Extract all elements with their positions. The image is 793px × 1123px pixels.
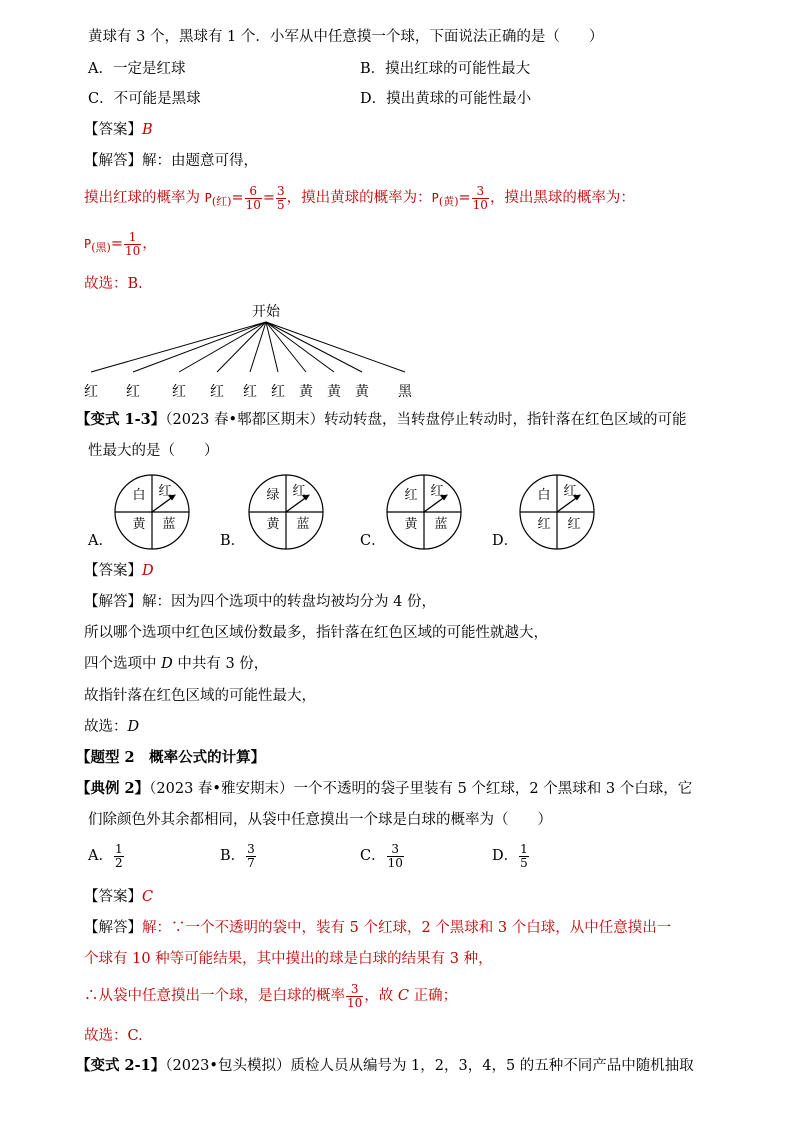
spinner-sector-label: 红 bbox=[567, 517, 581, 532]
answer-line bbox=[84, 120, 153, 140]
spinner-sector-label: 黄 bbox=[132, 517, 146, 532]
answer-value: C bbox=[142, 889, 154, 905]
solution-lead: 解：由题意可得， bbox=[142, 153, 258, 169]
answer-value: D bbox=[142, 563, 154, 579]
tree-branch bbox=[266, 322, 405, 372]
option-fraction: $\frac{1}{5}$ bbox=[520, 841, 528, 870]
solution-text: 解：因为四个选项中的转盘均被均分为 4 份， bbox=[142, 594, 436, 610]
conclusion: 故选：B. bbox=[84, 276, 143, 292]
solution-text-4: 故指针落在红色区域的可能性最大， bbox=[84, 688, 316, 704]
variant-2-1-tag: 【变式 2-1】 bbox=[76, 1057, 166, 1074]
spinner-sector-label: 红 bbox=[563, 484, 577, 499]
option bbox=[88, 840, 125, 872]
spinner-sector-label: 黄 bbox=[266, 517, 280, 532]
tree-branch bbox=[91, 322, 266, 372]
p-black-fraction: $\frac{1}{10}$ bbox=[124, 229, 141, 258]
answer-tag: 【答案】 bbox=[84, 889, 142, 905]
p-black-sub: (黑) bbox=[91, 241, 111, 254]
solution-line-1-3 bbox=[84, 592, 436, 612]
answer-tag: 【答案】 bbox=[84, 563, 142, 579]
option-label: A． bbox=[88, 848, 113, 864]
p-black-text: ，摸出黑球的概率为： bbox=[489, 190, 635, 206]
option bbox=[492, 840, 530, 872]
tree-leaf: 红 bbox=[271, 384, 285, 400]
option-a: A．一定是红球 bbox=[88, 61, 186, 77]
spinner-option-label: C． bbox=[360, 533, 386, 549]
solution-tag: 【解答】 bbox=[84, 920, 142, 936]
p-black-line: $P_{(黑)}=$ $\frac{1}{10}$ ， bbox=[84, 229, 157, 258]
spinner bbox=[518, 473, 596, 551]
spinner-sector-label: 蓝 bbox=[434, 517, 448, 532]
variant-1-3-tag: 【变式 1-3】 bbox=[76, 411, 166, 428]
p-red-sub: (红) bbox=[211, 195, 232, 208]
option bbox=[220, 840, 257, 872]
p-red-text: 摸出红球的概率为 bbox=[84, 190, 200, 206]
p-red-fraction-1: $\frac{6}{10}$ bbox=[245, 183, 261, 212]
spinner-option-label: B． bbox=[220, 533, 246, 549]
option-fraction: $\frac{1}{2}$ bbox=[114, 841, 123, 870]
spinner bbox=[113, 473, 191, 551]
spinner-sector-label: 蓝 bbox=[162, 517, 176, 532]
tree-leaf: 红 bbox=[172, 384, 186, 400]
question-stem: 黄球有 3 个，黑球有 1 个．小军从中任意摸一个球，下面说法正确的是（ ） bbox=[88, 29, 604, 45]
example-2-stem: 一个不透明的袋子里装有 5 个红球，2 个黑球和 3 个白球，它 bbox=[293, 781, 693, 797]
spinner-sector-label: 红 bbox=[537, 517, 551, 532]
tree-leaf: 黄 bbox=[355, 384, 369, 400]
option-label: C． bbox=[360, 848, 386, 864]
solution-text-3: 四个选项中 D 中共有 3 份， bbox=[84, 656, 269, 672]
option bbox=[360, 840, 405, 872]
tree-branch bbox=[179, 322, 266, 372]
solution-text-2: 个球有 10 种等可能结果，其中摸出的球是白球的结果有 3 种， bbox=[84, 951, 493, 967]
spinner-sector-label: 白 bbox=[132, 488, 146, 503]
example-2-line1 bbox=[76, 779, 692, 799]
example-2-tag: 【典例 2】 bbox=[76, 780, 150, 797]
probability-line: 摸出红球的概率为 $P_{(红)}=$ $\frac{6}{10}$ = $\frac{3}{5}$ ，摸出黄球的概率为：$P_{(黄)}=$ $\frac{3}{10}$ ，摸出黑球的概率为： bbox=[84, 183, 635, 212]
solution-line bbox=[84, 151, 258, 171]
white-ball-fraction: $\frac{3}{10}$ bbox=[347, 981, 363, 1010]
option-c: C．不可能是黑球 bbox=[88, 91, 201, 107]
solution-line-2 bbox=[84, 918, 671, 938]
tree-root: 开始 bbox=[252, 304, 280, 320]
option-d: D．摸出黄球的可能性最小 bbox=[360, 91, 532, 107]
variant-2-1-line bbox=[76, 1056, 694, 1076]
solution-text-3: ∴从袋中任意摸出一个球，是白球的概率 $\frac{3}{10}$ ，故 C 正确； bbox=[84, 981, 458, 1010]
spinner-sector-label: 红 bbox=[292, 484, 306, 499]
tree-leaf: 红 bbox=[84, 384, 98, 400]
tree-leaf: 黑 bbox=[398, 384, 412, 400]
tree-leaf: 黄 bbox=[299, 384, 313, 400]
variant-1-3-source: （2023 春•郫都区期末） bbox=[165, 412, 325, 428]
p-black-label: P bbox=[84, 237, 92, 251]
answer-line-1-3 bbox=[84, 561, 154, 581]
spinner-sector-label: 红 bbox=[158, 484, 172, 499]
spinner-sector-label: 红 bbox=[430, 484, 444, 499]
tree-leaf: 红 bbox=[243, 384, 257, 400]
p-red-fraction-2: $\frac{3}{5}$ bbox=[277, 183, 285, 212]
variant-1-3-line1 bbox=[76, 410, 687, 430]
p-yellow-fraction: $\frac{3}{10}$ bbox=[472, 183, 488, 212]
answer-line-2 bbox=[84, 887, 153, 907]
tree-branch bbox=[133, 322, 266, 372]
spinner-sector-label: 黄 bbox=[404, 517, 418, 532]
conclusion-1-3: 故选：D bbox=[84, 719, 140, 735]
solution-tag: 【解答】 bbox=[84, 594, 142, 610]
option-fraction: $\frac{3}{10}$ bbox=[387, 841, 403, 870]
variant-2-1-text: （2023•包头模拟）质检人员从编号为 1，2，3，4，5 的五种不同产品中随机抽取 bbox=[165, 1058, 694, 1074]
solution-text: 解：∵一个不透明的袋中，装有 5 个红球，2 个黑球和 3 个白球，从中任意摸出一 bbox=[142, 920, 672, 936]
tree-branch bbox=[266, 322, 362, 372]
variant-1-3-line2: 性最大的是（ ） bbox=[88, 443, 219, 459]
example-2-source: （2023 春•雅安期末） bbox=[149, 781, 294, 797]
option-label: D． bbox=[492, 848, 519, 864]
solution-tag: 【解答】 bbox=[84, 153, 142, 169]
tree-diagram bbox=[70, 298, 430, 404]
p-yellow-label: P bbox=[431, 191, 439, 205]
spinner-sector-label: 白 bbox=[537, 488, 551, 503]
p-yellow-text: ，摸出黄球的概率为： bbox=[286, 190, 432, 206]
spinner bbox=[385, 473, 463, 551]
tree-leaf: 红 bbox=[210, 384, 224, 400]
section-title: 【题型 2 概率公式的计算】 bbox=[76, 749, 266, 766]
spinner-sector-label: 绿 bbox=[266, 488, 280, 503]
answer-value: B bbox=[142, 122, 153, 138]
example-2-line2: 们除颜色外其余都相同，从袋中任意摸出一个球是白球的概率为（ ） bbox=[88, 812, 552, 828]
spinner bbox=[247, 473, 325, 551]
answer-tag: 【答案】 bbox=[84, 122, 142, 138]
option-fraction: $\frac{3}{7}$ bbox=[247, 841, 255, 870]
spinner-option-label: D． bbox=[492, 533, 519, 549]
spinner-sector-label: 蓝 bbox=[296, 517, 310, 532]
spinner-sector-label: 红 bbox=[404, 488, 418, 503]
tree-leaf: 红 bbox=[126, 384, 140, 400]
conclusion-2: 故选：C. bbox=[84, 1028, 143, 1044]
option-b: B．摸出红球的可能性最大 bbox=[360, 61, 531, 77]
tree-leaf: 黄 bbox=[327, 384, 341, 400]
option-label: B． bbox=[220, 848, 246, 864]
spinner-option-label: A． bbox=[88, 533, 113, 549]
p-red-label: P bbox=[204, 191, 212, 205]
solution-text-2: 所以哪个选项中红色区域份数最多，指针落在红色区域的可能性就越大， bbox=[84, 625, 548, 641]
p-yellow-sub: (黄) bbox=[438, 195, 459, 208]
variant-1-3-stem: 转动转盘，当转盘停止转动时，指针落在红色区域的可能 bbox=[324, 412, 687, 428]
